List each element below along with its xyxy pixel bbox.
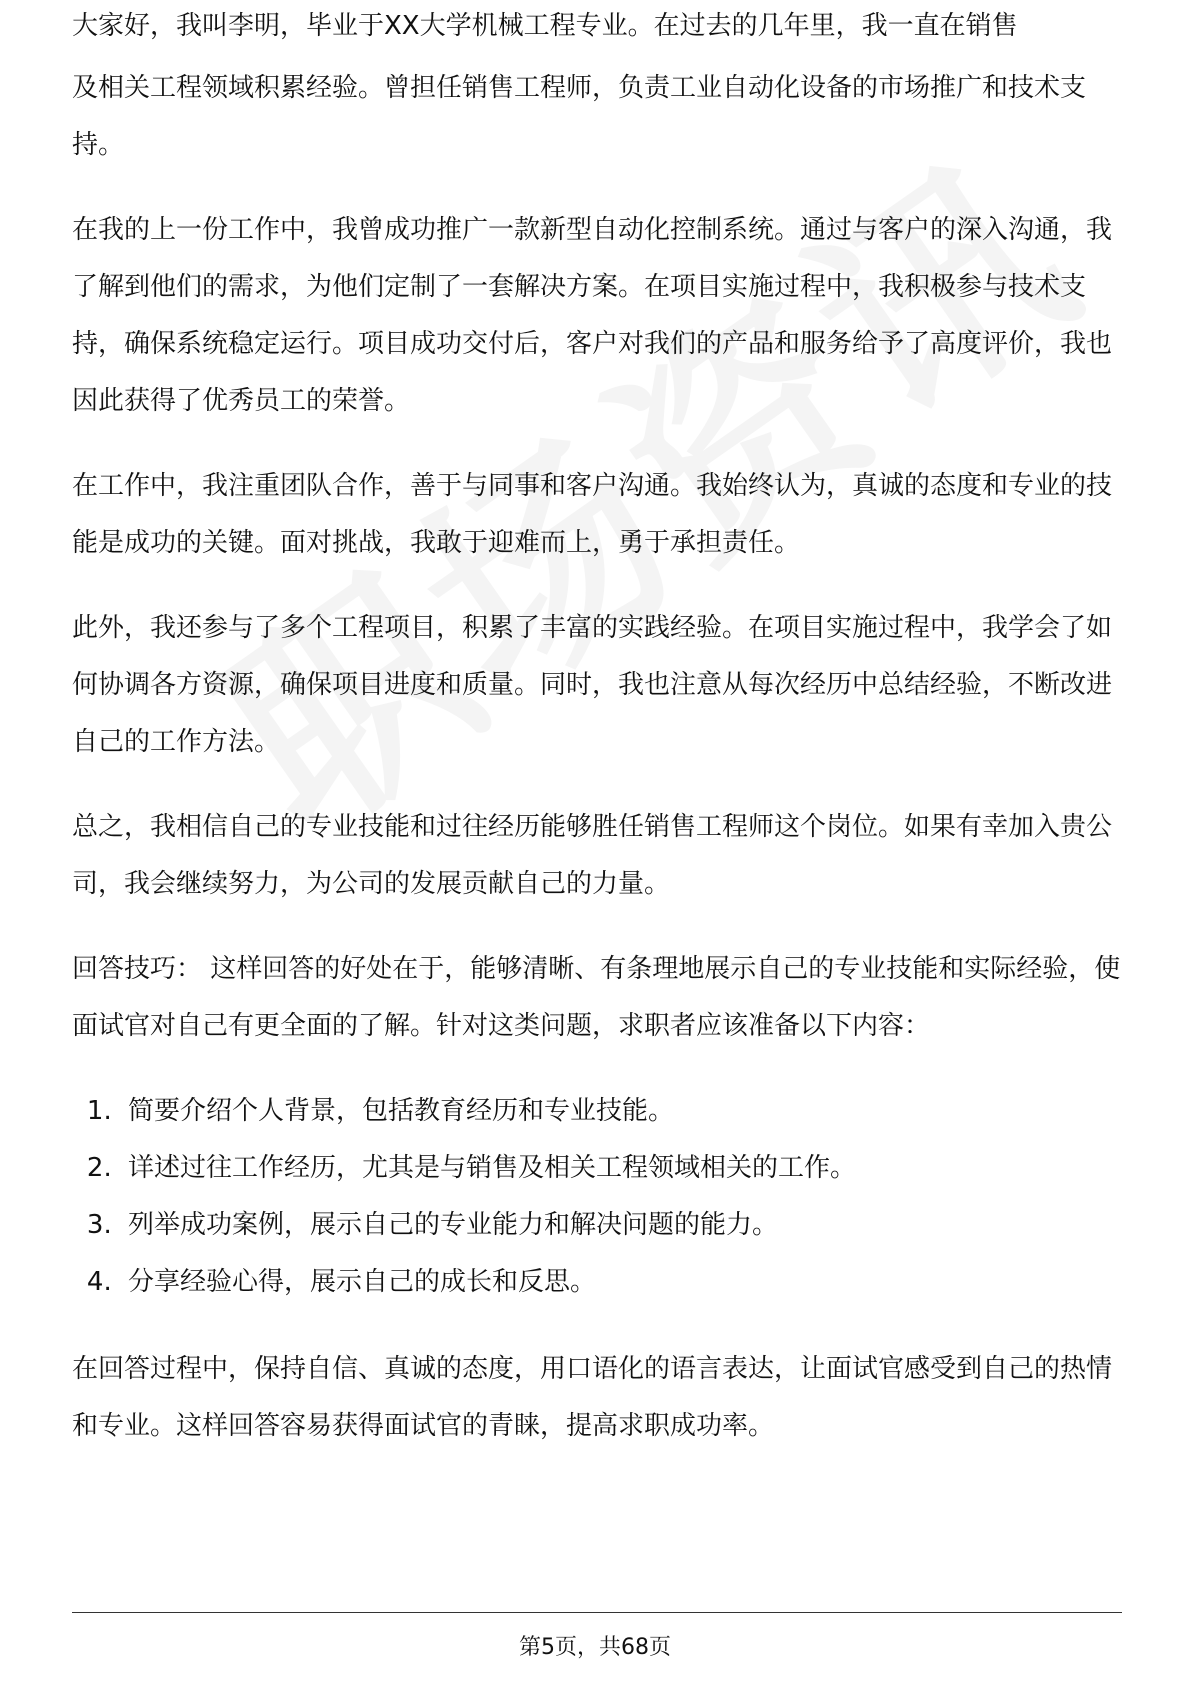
clipped-top-line-text: 大家好，我叫李明，毕业于XX大学机械工程专业。在过去的几年里，我一直在销售 [72,11,1018,41]
paragraph-engineering-experience: 此外，我还参与了多个工程项目，积累了丰富的实践经验。在项目实施过程中，我学会了如何协调各方资源，确保项目进度和质量。同时，我也注意从每次经历中总结经验，不断改进自己的工作方法。 [72,613,1113,757]
paragraph-intro-continued: 及相关工程领域积累经验。曾担任销售工程师，负责工业自动化设备的市场推广和技术支持。 [72,73,1087,160]
list-item: 4. 分享经验心得，展示自己的成长和反思。 [120,1254,1122,1311]
footer-divider [72,1612,1122,1613]
paragraph-teamwork: 在工作中，我注重团队合作，善于与同事和客户沟通。我始终认为，真诚的态度和专业的技能是成功的关键。面对挑战，我敢于迎难而上，勇于承担责任。 [72,471,1113,558]
paragraph-summary: 总之，我相信自己的专业技能和过往经历能够胜任销售工程师这个岗位。如果有幸加入贵公司，我会继续努力，为公司的发展贡献自己的力量。 [72,812,1113,899]
clipped-top-line [72,11,1122,72]
paragraph-answer-tips: 回答技巧： 这样回答的好处在于，能够清晰、有条理地展示自己的专业技能和实际经验，使面试官对自己有更全面的了解。针对这类问题，求职者应该准备以下内容： [72,954,1121,1041]
preparation-list [72,1083,1122,1311]
paragraph-closing: 在回答过程中，保持自信、真诚的态度，用口语化的语言表达，让面试官感受到自己的热情和专业。这样回答容易获得面试官的青睐，提高求职成功率。 [72,1354,1113,1441]
paragraph-project-success: 在我的上一份工作中，我曾成功推广一款新型自动化控制系统。通过与客户的深入沟通，我了解到他们的需求，为他们定制了一套解决方案。在项目实施过程中，我积极参与技术支持，确保系统稳定运行。项目成功交付后，客户对我们的产品和服务给予了高度评价，我也因此获得了优秀员工的荣誉。 [72,215,1113,416]
list-item: 2. 详述过往工作经历，尤其是与销售及相关工程领域相关的工作。 [120,1140,1122,1197]
list-item: 1. 简要介绍个人背景，包括教育经历和专业技能。 [120,1083,1122,1140]
page-number: 第5页，共68页 [519,1635,671,1660]
document-body [72,11,1122,1483]
list-item: 3. 列举成功案例，展示自己的专业能力和解决问题的能力。 [120,1197,1122,1254]
